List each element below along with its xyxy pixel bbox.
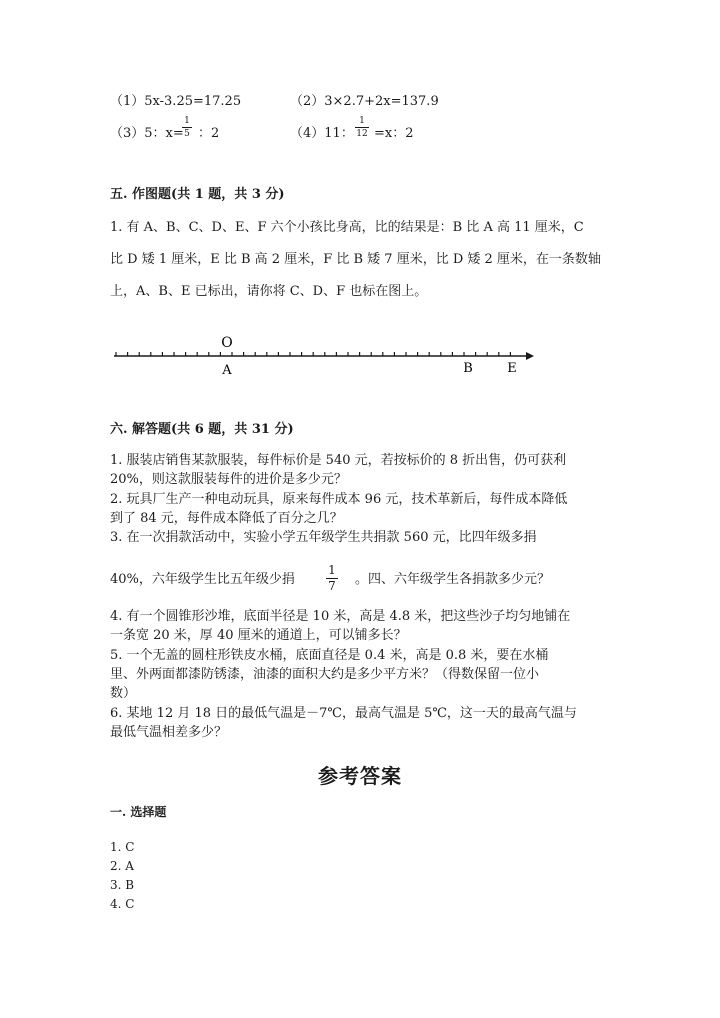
point-e-label: E bbox=[507, 361, 517, 376]
fraction-numerator: 1 bbox=[184, 116, 190, 126]
equation-4-prefix: （4）11： bbox=[290, 126, 354, 141]
section-6-q4-line1: 4. 有一个圆锥形沙堆，底面半径是 10 米，高是 4.8 米，把这些沙子均匀地铺在 bbox=[110, 609, 571, 624]
point-b-label: B bbox=[463, 361, 473, 376]
answers-title: 参考答案 bbox=[318, 764, 402, 788]
section-6-q2-line2: 到了 84 元，每件成本降低了百分之几？ bbox=[110, 511, 343, 526]
fraction-denominator: 7 bbox=[328, 579, 336, 593]
equation-4-fraction bbox=[355, 116, 369, 139]
fraction-denominator: 5 bbox=[184, 129, 190, 139]
section-6-q3-line2-suffix: 。四、六年级学生各捐款多少元？ bbox=[355, 572, 551, 587]
equation-3-fraction bbox=[182, 116, 192, 139]
number-line bbox=[108, 330, 548, 380]
equation-2: （2）3×2.7+2x=137.9 bbox=[290, 94, 439, 109]
section-5-q1-line3: 上，A、B、E 已标出，请你将 C、D、F 也标在图上。 bbox=[110, 284, 428, 299]
section-6-heading: 六. 解答题(共 6 题，共 31 分) bbox=[110, 422, 294, 437]
equation-4-suffix: =x：2 bbox=[374, 126, 414, 141]
section-5-q1-line1: 1. 有 A、B、C、D、E、F 六个小孩比身高，比的结果是：B 比 A 高 11 厘米，C bbox=[110, 220, 584, 235]
answer-item: 4. C bbox=[110, 897, 135, 911]
answers-section-1-heading: 一. 选择题 bbox=[110, 805, 167, 819]
axis-arrow-icon bbox=[526, 352, 534, 360]
section-6-q3-line1: 3. 在一次捐款活动中，实验小学五年级学生共捐款 560 元，比四年级多捐 bbox=[110, 530, 537, 545]
section-6-q2-line1: 2. 玩具厂生产一种电动玩具，原来每件成本 96 元，技术革新后，每件成本降低 bbox=[110, 492, 568, 507]
fraction-numerator: 1 bbox=[328, 563, 336, 577]
origin-label: O bbox=[221, 335, 233, 351]
section-6-q5-line2: 里、外两面都漆防锈漆，油漆的面积大约是多少平方米？（得数保留一位小 bbox=[110, 667, 540, 682]
equation-3-suffix: ：2 bbox=[198, 126, 220, 141]
point-a-label: A bbox=[222, 363, 232, 378]
section-5-q1-line2: 比 D 矮 1 厘米，E 比 B 高 2 厘米，F 比 B 矮 7 厘米，比 D 矮 2 厘米，在一条数轴 bbox=[110, 252, 601, 267]
fraction-denominator: 12 bbox=[356, 129, 368, 139]
answer-item: 2. A bbox=[110, 859, 134, 873]
answer-item: 1. C bbox=[110, 840, 135, 854]
section-6-q5-line3: 数） bbox=[110, 686, 137, 701]
section-6-q6-line1: 6. 某地 12 月 18 日的最低气温是－7℃，最高气温是 5℃，这一天的最高气温与 bbox=[110, 706, 577, 721]
section-6-q1-line1: 1. 服装店销售某款服装，每件标价是 540 元，若按标价的 8 折出售，仍可获利 bbox=[110, 453, 567, 468]
section-6-q3-fraction bbox=[326, 564, 338, 593]
section-6-q5-line1: 5. 一个无盖的圆柱形铁皮水桶，底面直径是 0.4 米，高是 0.8 米，要在水桶 bbox=[110, 648, 549, 663]
section-6-q3-line2-prefix: 40%，六年级学生比五年级少捐 bbox=[110, 572, 295, 587]
section-6-q1-line2: 20%，则这款服装每件的进价是多少元？ bbox=[110, 472, 347, 487]
equation-3-prefix: （3）5：x= bbox=[110, 126, 184, 141]
section-6-q4-line2: 一条宽 20 米，厚 40 厘米的通道上，可以铺多长？ bbox=[110, 628, 407, 643]
equation-1: （1）5x-3.25=17.25 bbox=[110, 94, 242, 109]
fraction-numerator: 1 bbox=[359, 116, 365, 126]
answer-item: 3. B bbox=[110, 878, 135, 892]
section-5-heading: 五. 作图题(共 1 题，共 3 分) bbox=[110, 187, 285, 202]
section-6-q6-line2: 最低气温相差多少？ bbox=[110, 725, 228, 740]
